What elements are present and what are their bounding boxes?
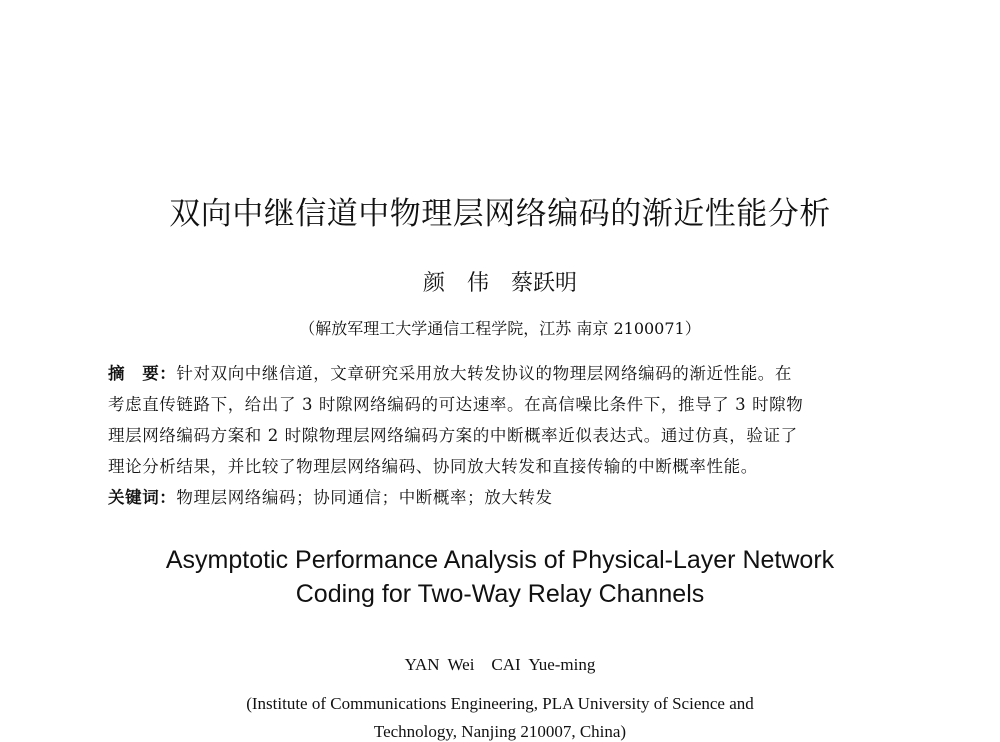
abstract-line: 考虑直传链路下，给出了 3 时隙网络编码的可达速率。在高信噪比条件下，推导了 3 时隙物: [108, 395, 804, 414]
abstract-text: 针对双向中继信道，文章研究采用放大转发协议的物理层网络编码的渐近性能。在: [176, 364, 793, 383]
affiliation-cn: （解放军理工大学通信工程学院，江苏 南京 2100071）: [299, 319, 701, 338]
affiliation-en-line1: (Institute of Communications Engineering, PLA University of Science and: [246, 694, 754, 713]
abstract-line: [108, 360, 792, 384]
paper-title-en-line2: Coding for Two-Way Relay Channels: [295, 580, 705, 608]
abstract-line: 理论分析结果，并比较了物理层网络编码、协同放大转发和直接传输的中断概率性能。: [108, 457, 758, 476]
keywords-line: [108, 484, 553, 508]
authors-cn: 颜 伟 蔡跃明: [422, 271, 577, 296]
paper-title-en-line1: Asymptotic Performance Analysis of Physical-Layer Network: [165, 546, 835, 574]
affiliation-en-line2: Technology, Nanjing 210007, China): [373, 722, 627, 741]
keywords-text: 物理层网络编码；协同通信；中断概率；放大转发: [176, 488, 553, 507]
authors-en: YAN Wei CAI Yue-ming: [404, 655, 596, 674]
abstract-label: 摘 要：: [108, 364, 177, 383]
paper-title-cn: 双向中继信道中物理层网络编码的渐近性能分析: [169, 196, 831, 232]
abstract-line: 理层网络编码方案和 2 时隙物理层网络编码方案的中断概率近似表达式。通过仿真，验证了: [108, 426, 798, 445]
keywords-label: 关键词：: [108, 488, 177, 507]
